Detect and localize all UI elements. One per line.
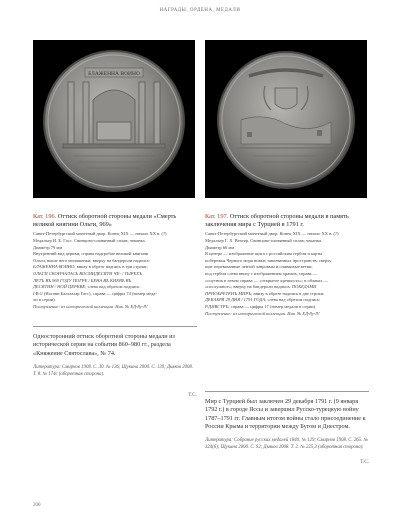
entry-description: Ольги, выше него монашенки; вверху на бандероли надпись:	[33, 257, 151, 263]
entry-description: ПРИОБРЕТЕНЪ МИРЪ; внизу в обрезе надпись в две строки:	[205, 290, 325, 296]
entry-description: «спутник в левом справа — «открытое крепкость»; в облаках —	[205, 277, 329, 283]
commentary-text: Мир с Турцией был заключен 29 декабря 1791 г. (9 января 1792 г.) в городе Яссы и завершил Русско-турецкую войну 1787–1791 гг. Главным итогом войны стало присоединение к России Крыма и территории между Бугом и Днестром.	[205, 398, 366, 430]
signature-mark: I·B·G	[33, 290, 43, 296]
author-initials: Т.С.	[188, 391, 197, 398]
inscription: ОЛЬГИ СКОНЧАЛАСЬ ВОСМИДЕСЯТИ ЧЕ- / ТЫРЕХЪ	[33, 270, 143, 276]
divider-left	[33, 326, 197, 327]
entry-description: под гербом слева внизу с изображением храмов; справа —	[205, 270, 318, 276]
entry-origin: Санкт-Петербургский монетный двор. Конец XIX — начало XX в. (?)	[33, 231, 167, 237]
entry-description: ли в серии).	[33, 297, 56, 303]
page-number: 200	[33, 503, 41, 508]
inscription: ЛЕТЪ ВЪ 969 ГОДУ ПОГРЕ / БЕНА ВЪ КИЕВЪ ВЪ	[33, 277, 132, 283]
medal-photo-right	[205, 40, 367, 198]
entry-number: Кат. 197.	[205, 213, 229, 220]
entry-title-text: Оттиск оборотной стороны медали «Смерть великой княгини Ольги, 969»	[33, 213, 177, 229]
entry-description: В центре — изображение щита с российским гербом и карты	[205, 251, 323, 257]
entry-title-text: Оттиск оборотной стороны медали в память заключения мира с Турцией в 1791 г.	[205, 213, 349, 229]
medal-banner-text: БЛАЖЕННА ВОИНО	[88, 71, 140, 77]
divider-right	[205, 391, 369, 392]
medal-photo-left	[33, 40, 195, 198]
entry-description: побережья Черного моря новых завоеванных пространств; сверху	[205, 257, 332, 263]
author-initials: Т.С.	[360, 459, 369, 466]
inscription: ДЕСЯТИН / НОЙ ЦЕРКВЕ	[33, 284, 86, 290]
entry-maker: Медальер И. Б. Гасс. Свинцово-оловянный сплав; чеканка.	[33, 238, 146, 243]
inscription: ПРИОБРЕТЕНЪ МИРЪ	[205, 290, 252, 296]
entry-diameter: Диаметр 79 мм	[33, 244, 63, 250]
running-header: НАГРАДЫ, ОРДЕНА, МЕДАЛИ	[159, 8, 241, 13]
entry-description: БЛАЖЕННА ВОИНО; внизу в обрезе надпись в три строки:	[33, 264, 148, 270]
entry-maker: Медальер Г. Х. Вехтер. Свинцово-оловянный сплав; чеканка.	[205, 238, 323, 243]
entry-description: ДЕСЯТИН / НОЙ ЦЕРКВЕ; слева над обрезом подпись:	[33, 284, 141, 290]
entry-title	[205, 213, 369, 229]
catalog-entry-197	[205, 213, 369, 317]
literature: Литература: Собрание русских медалей 1840. № 129; Смирнов 1908. С. 265. № 324(6); Щукина 2000. С. 92; Дьяков 2008. Т. 2. № 225,3 (оборотная сторона).	[205, 438, 368, 451]
inscription: ДЕКАБРЯ 29 ДНЯ / 1791 ГОДА	[205, 297, 266, 303]
entry-diameter: Диаметр 66 мм	[205, 244, 235, 250]
inscription: ПОБЕДАМИ	[290, 284, 317, 290]
entry-description: I·B·G (Иоганн Бальтазар Гасс), справа — цифры 74 (номер меда-	[33, 290, 157, 296]
literature: Литература: Смирнов 1908. С. 30. № 136; Щукина 2000. С. 139; Дьяков 2008. Т. 8. № 174с (оборотная сторона).	[33, 364, 193, 377]
entry-title	[33, 213, 197, 229]
commentary-right	[205, 398, 369, 465]
entry-description: щит перевязанные лентой лавровым и оливковые ветви;	[205, 264, 313, 270]
commentary-text: Односторонний оттиск оборотной стороны медали из исторической серии на события 860–980 гг., раздела «Княжение Святослава», № 74.	[33, 333, 175, 357]
entry-description: Р.ДИВСТРЪ; справа — цифры 17 (номер медали в серии).	[205, 303, 317, 309]
inscription: БЛАЖЕННА ВОИНО	[33, 264, 75, 270]
entry-provenance: Поступление: из исторической коллекции. Инв. № ЕД-8у-IV	[205, 310, 320, 316]
entry-description: ДЕКАБРЯ 29 ДНЯ / 1791 ГОДА; слева над обрезом подпись:	[205, 297, 321, 303]
entry-description: «послушное»; вверху на бандероли надпись: ПОБЕДАМИ	[205, 284, 317, 290]
commentary-left	[33, 333, 197, 398]
signature-mark: Р.ДИВСТРЪ	[205, 303, 229, 309]
entry-provenance: Поступление: из исторической коллекции. Инв. № ЕД-8у-IV	[33, 303, 148, 309]
entry-origin: Санкт-Петербургский монетный двор. Конец XIX — начало XX в. (?)	[205, 231, 339, 237]
catalog-entry-196	[33, 213, 197, 311]
entry-number: Кат. 196.	[33, 213, 57, 220]
entry-description: Внутренний вид церкви; справа надгробие великой княгини	[33, 251, 149, 257]
